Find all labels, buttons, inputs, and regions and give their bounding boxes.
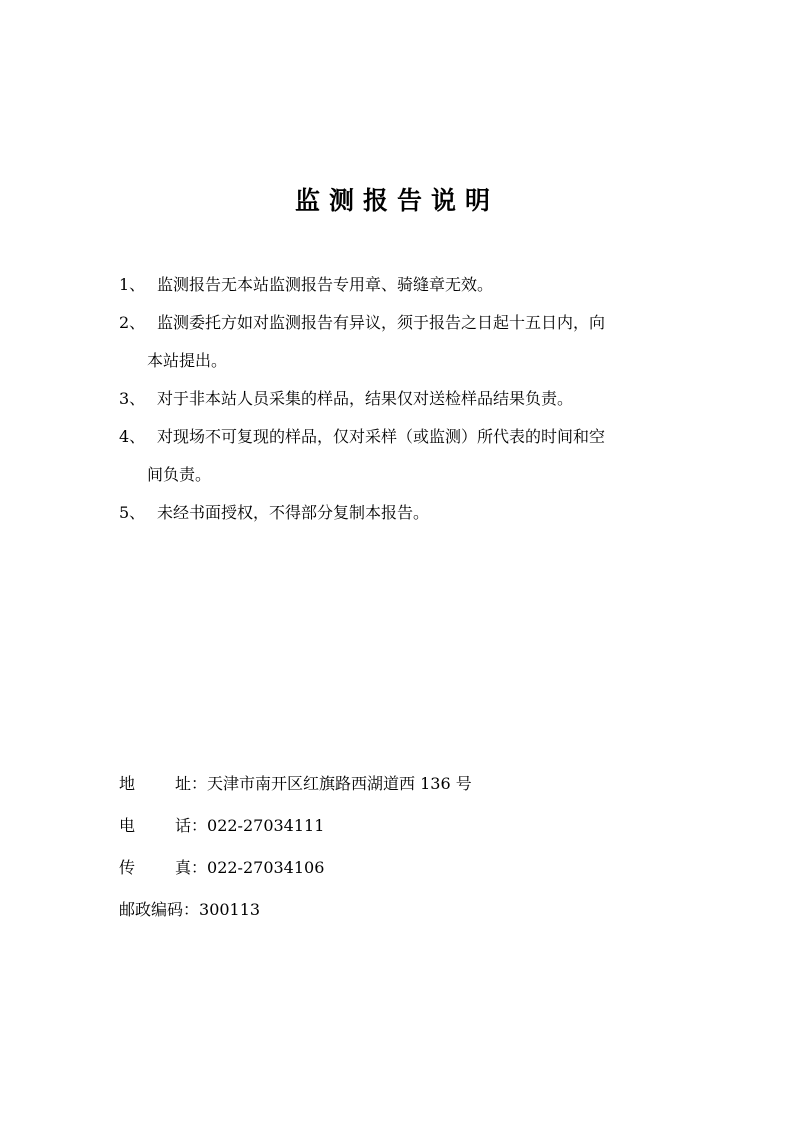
phone-value: 022-27034111 bbox=[207, 816, 325, 835]
note-text-continued: 本站提出。 bbox=[147, 351, 228, 370]
note-text-continued: 间负责。 bbox=[147, 465, 212, 484]
phone-label-b: 话： bbox=[175, 816, 208, 835]
postcode-line bbox=[119, 889, 619, 931]
postcode-label: 邮政编码： bbox=[119, 900, 200, 919]
page-title: 监测报告说明 bbox=[294, 186, 499, 215]
note-number: 4、 bbox=[119, 427, 146, 446]
fax-label-b: 真： bbox=[175, 858, 208, 877]
address-label-a: 地 bbox=[119, 774, 136, 793]
note-number: 1、 bbox=[119, 275, 146, 294]
note-item-3 bbox=[119, 380, 689, 418]
notes-list bbox=[119, 266, 689, 532]
note-item-2 bbox=[119, 304, 689, 380]
note-item-5 bbox=[119, 494, 689, 532]
note-item-4 bbox=[119, 418, 689, 494]
fax-value: 022-27034106 bbox=[207, 858, 325, 877]
postcode-value: 300113 bbox=[199, 900, 261, 919]
address-line bbox=[119, 763, 619, 805]
fax-line bbox=[119, 847, 619, 889]
note-item-1 bbox=[119, 266, 689, 304]
address-label-b: 址： bbox=[175, 774, 208, 793]
address-value: 天津市南开区红旗路西湖道西 136 号 bbox=[207, 774, 472, 793]
note-text: 未经书面授权，不得部分复制本报告。 bbox=[157, 503, 430, 522]
note-number: 3、 bbox=[119, 389, 146, 408]
fax-label-a: 传 bbox=[119, 858, 136, 877]
note-text: 对于非本站人员采集的样品，结果仅对送检样品结果负责。 bbox=[157, 389, 574, 408]
note-number: 5、 bbox=[119, 503, 146, 522]
note-text: 监测委托方如对监测报告有异议，须于报告之日起十五日内，向 bbox=[157, 313, 606, 332]
phone-label-a: 电 bbox=[119, 816, 136, 835]
note-number: 2、 bbox=[119, 313, 146, 332]
note-text: 对现场不可复现的样品，仅对采样（或监测）所代表的时间和空 bbox=[157, 427, 606, 446]
phone-line bbox=[119, 805, 619, 847]
note-text: 监测报告无本站监测报告专用章、骑缝章无效。 bbox=[157, 275, 494, 294]
contact-info bbox=[119, 763, 619, 931]
